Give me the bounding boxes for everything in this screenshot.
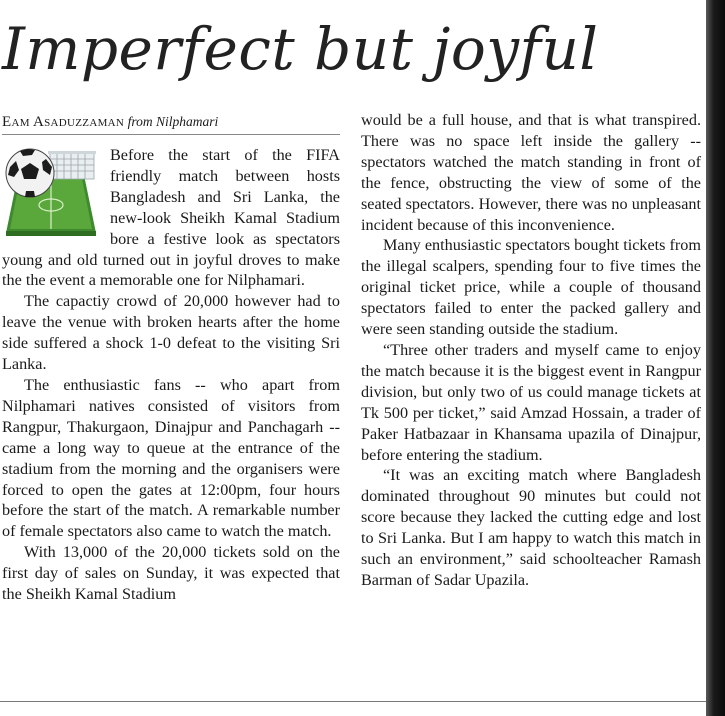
football-pitch-icon [2,145,100,237]
paragraph-3: The enthusiastic fans -- who apart from Nilphamari natives consisted of visitors from Rangpur, Thakurgaon, Dinajpur and Panchagarh -- came a long way to queue at the entrance of the stadium from the morning and the organisers were forced to open the gates at 12:00pm, four hours before the start of the match. A remarkable number of female spectators also came to watch the match. [2,375,340,541]
paragraph-2: The capactiy crowd of 20,000 however had to leave the venue with broken hearts after the home side suffered a shock 1-0 defeat to the visiting Sri Lanka. [2,292,340,374]
page-edge-strip [706,0,725,716]
paragraph-4: With 13,000 of the 20,000 tickets sold on the first day of sales on Sunday, it was expected that the Sheikh Kamal Stadium [2,543,340,604]
byline [2,112,340,135]
article-column-left [2,112,340,605]
byline-author: Eam Asaduzzaman [2,114,125,130]
article-headline: Imperfect but joyful [2,15,599,83]
paragraph-6: Many enthusiastic spectators bought tickets from the illegal scalpers, spending four to five times the original ticket price, while a couple of thousand spectators failed to enter the packed gallery and were seen standing outside the stadium. [361,236,701,339]
article-column-right [361,110,701,591]
bottom-rule [0,701,706,702]
paragraph-7: “Three other traders and myself came to enjoy the match because it is the biggest event in Rangpur division, but only two of us could manage tickets at Tk 500 per ticket,” said Amzad Hossain, a trader of Paker Hatbazaar in Khansama upazila of Dinajpur, before entering the stadium. [361,340,701,464]
paragraph-8: “It was an exciting match where Bangladesh dominated throughout 90 minutes but could not score because they lacked the cutting edge and lost to Sri Lanka. But I am happy to watch this match in such an environment,” said schoolteacher Ramash Barman of Sadar Upazila. [361,466,701,589]
paragraph-5: would be a full house, and that is what transpired. There was no space left inside the gallery -- spectators watched the match standing in front of the fence, obstructing the view of some of the seated spectators. However, there was no unpleasant incident because of this inconvenience. [361,111,701,234]
paragraph-1: Before the start of the FIFA friendly match between hosts Bangladesh and Sri Lanka, the new-look Sheikh Kamal Stadium bore a festive look as spectators young and old turned out in joyful droves to make the the event a memorable one for Nilphamari. [2,146,340,290]
byline-location: from Nilphamari [127,114,219,129]
